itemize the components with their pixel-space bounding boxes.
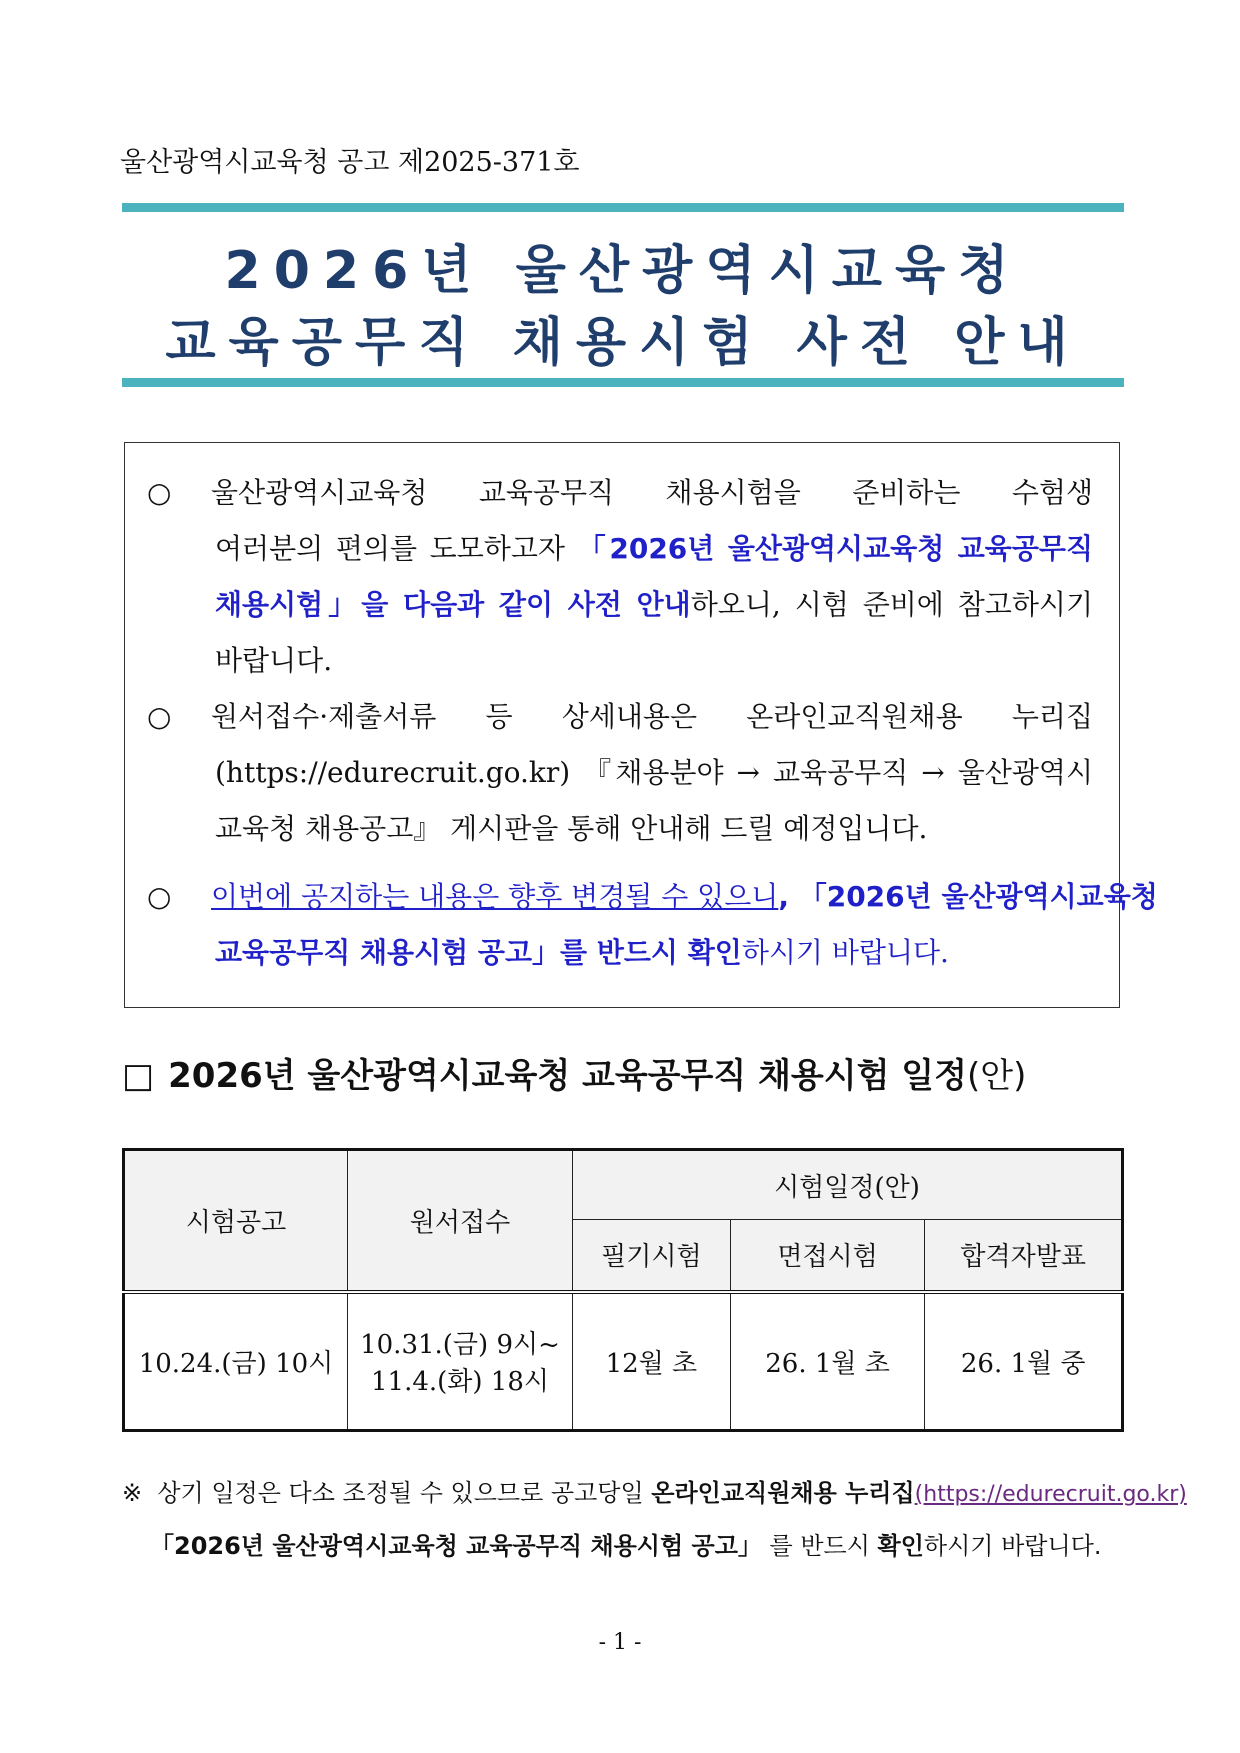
- schedule-section-heading: [122, 1048, 1026, 1097]
- notice-1-highlight-b: 채용시험」을 다음과 같이 사전 안내: [215, 588, 691, 621]
- cell-application-start: 10.31.(금) 9시~: [360, 1330, 560, 1361]
- cell-announcement: 10.24.(금) 10시: [124, 1292, 348, 1431]
- title-bar-bottom: [122, 378, 1124, 387]
- page-title-line2: 교육공무직 채용시험 사전 안내: [165, 313, 1081, 373]
- footnote-text-c: 하시기 바랍니다.: [923, 1532, 1102, 1560]
- footnote-text: 상기 일정은 다소 조정될 수 있으므로 공고당일: [157, 1479, 652, 1507]
- header-application: 원서접수: [348, 1150, 573, 1292]
- page-number: - 1 -: [598, 1630, 642, 1655]
- notice-3-line-1: [147, 869, 1158, 925]
- footnote-confirm: 확인: [877, 1532, 924, 1560]
- schedule-section-title: 2026년 울산광역시교육청 교육공무직 채용시험 일정: [168, 1056, 967, 1096]
- notice-1-line-4: 바랍니다.: [215, 644, 333, 677]
- notice-item-1: [147, 465, 1093, 689]
- notice-3-highlight-a: , 「2026년 울산광역시교육청: [778, 880, 1158, 913]
- page-title-line1: 2026년 울산광역시교육청: [224, 241, 1022, 301]
- circle-bullet-icon: ○: [147, 700, 172, 733]
- footnote-text-b: 를 반드시: [761, 1532, 878, 1560]
- notice-1-line-1: 울산광역시교육청 교육공무직 채용시험을 준비하는 수험생: [211, 476, 1093, 509]
- notice-2-line-1: 원서접수·제출서류 등 상세내용은 온라인교직원채용 누리집: [211, 700, 1093, 733]
- footnote-line-2: [150, 1526, 1101, 1561]
- notice-1-highlight-a: 「2026년 울산광역시교육청 교육공무직: [577, 532, 1093, 565]
- footnote-link[interactable]: (https://edurecruit.go.kr): [914, 1482, 1187, 1507]
- notice-1-line-2: [147, 521, 1093, 577]
- footnote-announcement-ref: 「2026년 울산광역시교육청 교육공무직 채용시험 공고」: [150, 1532, 762, 1560]
- cell-written-exam: 12월 초: [573, 1292, 731, 1431]
- notice-item-3: [147, 869, 1158, 981]
- notice-3-underlined: 이번에 공지하는 내용은 향후 변경될 수 있으니: [211, 880, 779, 913]
- header-written-exam: 필기시험: [573, 1220, 731, 1292]
- checkbox-square-icon: □: [122, 1056, 155, 1096]
- notice-box: [124, 442, 1158, 1008]
- notice-item-2: [147, 689, 1093, 857]
- schedule-section-tentative: (안): [966, 1056, 1027, 1096]
- header-announcement: 시험공고: [124, 1150, 348, 1292]
- circle-bullet-icon: ○: [147, 880, 172, 913]
- notice-1-text: 여러분의 편의를 도모하고자: [215, 532, 578, 565]
- notice-2-line-2: (https://edurecruit.go.kr) 『채용분야 → 교육공무직 → 울산광역시: [215, 756, 1093, 789]
- notice-1-text-b: 하오니, 시험 준비에 참고하시기: [690, 588, 1093, 621]
- cell-result: 26. 1월 중: [925, 1292, 1123, 1431]
- header-exam-schedule: 시험일정(안): [573, 1150, 1123, 1220]
- notice-number: 울산광역시교육청 공고 제2025-371호: [120, 147, 580, 178]
- table-row: [124, 1292, 1123, 1431]
- schedule-table: [122, 1148, 1124, 1432]
- notice-3-text: 하시기 바랍니다.: [741, 936, 949, 969]
- footnote-site-name: 온라인교직원채용 누리집: [651, 1479, 915, 1507]
- cell-application: [348, 1292, 573, 1431]
- footnote-mark: ※: [122, 1479, 143, 1507]
- header-interview: 면접시험: [730, 1220, 925, 1292]
- notice-2-line-3: 교육청 채용공고』 게시판을 통해 안내해 드릴 예정입니다.: [215, 812, 928, 845]
- circle-bullet-icon: ○: [147, 476, 172, 509]
- header-result: 합격자발표: [925, 1220, 1123, 1292]
- cell-interview: 26. 1월 초: [730, 1292, 925, 1431]
- notice-3-highlight-b: 교육공무직 채용시험 공고」를 반드시 확인: [215, 936, 742, 969]
- notice-3-line-2: [147, 925, 1093, 981]
- notice-1-line-3: [147, 577, 1093, 633]
- title-bar-top: [122, 203, 1124, 212]
- cell-application-end: 11.4.(화) 18시: [370, 1367, 550, 1398]
- footnote-line-1: [122, 1473, 1187, 1508]
